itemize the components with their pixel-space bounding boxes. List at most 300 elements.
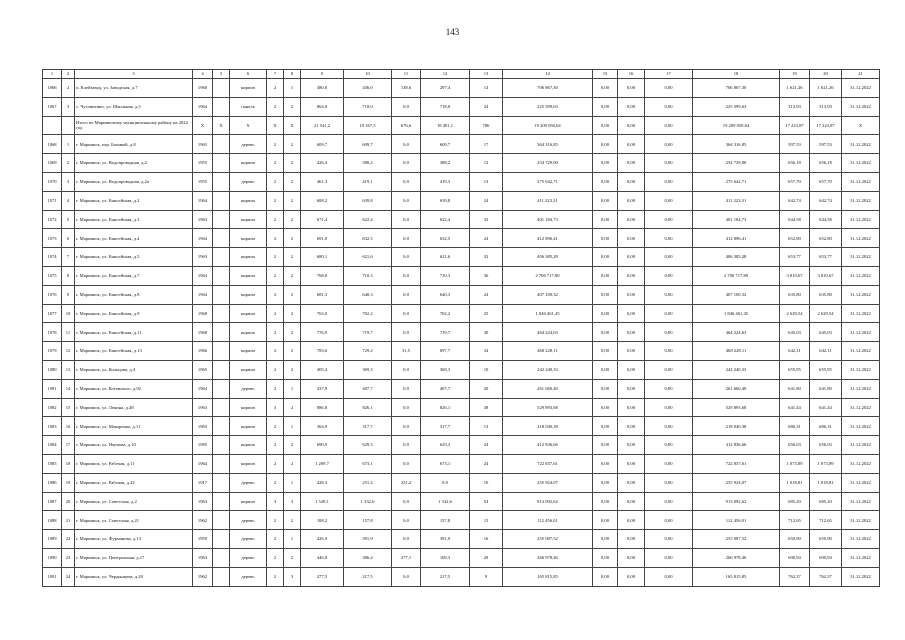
table-cell: 138,6 <box>392 79 421 98</box>
table-cell: 632,5 <box>421 229 470 248</box>
table-cell: 635,80 <box>780 285 810 304</box>
table-cell: 2 <box>267 97 284 116</box>
table-cell <box>213 492 230 511</box>
table-cell: 31.12.2022 <box>842 511 880 530</box>
table-cell: 621,6 <box>344 248 392 267</box>
table-cell: 33 <box>470 210 503 229</box>
table-cell: 31.12.2022 <box>842 210 880 229</box>
table-cell: кирпич <box>230 304 267 323</box>
table-cell <box>213 172 230 191</box>
table-cell: 0,0 <box>392 417 421 436</box>
table-cell: 1073 <box>43 229 62 248</box>
table-cell: 1067 <box>43 97 62 116</box>
table-cell: 2 <box>284 304 301 323</box>
table-cell: 3 810,67 <box>810 266 842 285</box>
table-cell: 30 <box>470 323 503 342</box>
table-row <box>43 436 880 455</box>
table-cell <box>213 191 230 210</box>
table-cell: 710,3 <box>421 266 470 285</box>
table-cell: 0,0 <box>392 154 421 173</box>
column-header: 11 <box>392 70 421 79</box>
address-cell: г. Мариинск, ул. Енисейская, д.8 <box>75 285 193 304</box>
table-cell: 1963 <box>193 417 213 436</box>
table-cell: 364 316,85 <box>693 135 780 154</box>
table-cell: 0,0 <box>392 135 421 154</box>
table-cell: 2 <box>267 530 284 549</box>
table-cell: 0,00 <box>645 473 693 492</box>
table-cell: 9 <box>470 567 503 586</box>
table-cell: 0,00 <box>645 135 693 154</box>
table-cell: 0,00 <box>593 97 618 116</box>
table-cell: 0,00 <box>645 417 693 436</box>
table-cell: 1 621,26 <box>810 79 842 98</box>
table-cell: 31.12.2022 <box>842 172 880 191</box>
table-cell: 0,00 <box>618 530 645 549</box>
table-cell: 0,00 <box>618 210 645 229</box>
table-cell: 1 <box>62 135 75 154</box>
table-cell: 1088 <box>43 511 62 530</box>
table-cell: 461,3 <box>301 172 344 191</box>
table-cell: 2 <box>267 454 284 473</box>
table-cell: 0,0 <box>392 379 421 398</box>
table-cell: 0,00 <box>593 398 618 417</box>
table-cell: дерево <box>230 473 267 492</box>
table-cell <box>43 116 62 135</box>
table-cell: 0,00 <box>618 567 645 586</box>
table-cell: 0,00 <box>645 530 693 549</box>
column-header: 10 <box>344 70 392 79</box>
address-cell: г. Мариинск, ул. Водопроводная, д.2 <box>75 154 193 173</box>
table-cell: 1968 <box>193 323 213 342</box>
table-cell: 225 399,63 <box>503 97 593 116</box>
table-cell: 0,00 <box>645 492 693 511</box>
table-cell: 10 <box>62 304 75 323</box>
table-cell: 1964 <box>193 379 213 398</box>
table-cell: 31.12.2022 <box>842 398 880 417</box>
table-cell: 1 846 461,45 <box>693 304 780 323</box>
table-cell: 412 896,41 <box>693 229 780 248</box>
table-cell: 369,3 <box>421 360 470 379</box>
table-cell: 671,4 <box>301 210 344 229</box>
table-cell: 255 924,07 <box>693 473 780 492</box>
table-cell: 0,00 <box>645 454 693 473</box>
table-cell: 676,6 <box>392 116 421 135</box>
table-cell: 0,00 <box>645 266 693 285</box>
table-cell: 776,9 <box>301 323 344 342</box>
table-cell: 0,00 <box>618 285 645 304</box>
table-cell: 0,00 <box>593 266 618 285</box>
table-cell: 2 <box>284 191 301 210</box>
table-cell: 31.12.2022 <box>842 417 880 436</box>
table-cell: 1084 <box>43 436 62 455</box>
table-cell: 31.12.2022 <box>842 567 880 586</box>
table-cell: 464 224,63 <box>693 323 780 342</box>
table-cell: 639,8 <box>421 191 470 210</box>
table-cell: 644,58 <box>780 210 810 229</box>
table-cell: 2 <box>267 304 284 323</box>
table-cell: 31.12.2022 <box>842 304 880 323</box>
table-row <box>43 172 880 191</box>
column-header: 17 <box>645 70 693 79</box>
table-cell: 2 <box>284 548 301 567</box>
table-cell: 688,2 <box>301 191 344 210</box>
table-row <box>43 97 880 116</box>
table-cell: 31.12.2022 <box>842 548 880 567</box>
table-cell: 419,3 <box>421 172 470 191</box>
table-cell: кирпич <box>230 323 267 342</box>
table-cell: 407 100,32 <box>503 285 593 304</box>
table-cell: 1962 <box>193 511 213 530</box>
table-cell: 763,0 <box>301 304 344 323</box>
table-cell: 1068 <box>43 135 62 154</box>
table-cell: 0,00 <box>618 436 645 455</box>
table-cell <box>213 567 230 586</box>
table-cell: 1 073,89 <box>780 454 810 473</box>
table-cell: X <box>193 116 213 135</box>
table-cell: 2 <box>267 323 284 342</box>
table-cell: 0,0 <box>392 398 421 417</box>
table-cell: 1080 <box>43 360 62 379</box>
table-cell: 0,00 <box>593 135 618 154</box>
table-cell: 1963 <box>193 248 213 267</box>
table-cell: 31.12.2022 <box>842 323 880 342</box>
table-cell: 0,0 <box>421 473 470 492</box>
table-cell: 0,00 <box>645 172 693 191</box>
table-cell: 1066 <box>43 79 62 98</box>
table-row <box>43 398 880 417</box>
table-cell: 0,00 <box>593 548 618 567</box>
table-cell: 1917 <box>193 473 213 492</box>
table-row <box>43 323 880 342</box>
table-cell <box>213 323 230 342</box>
table-cell: 656,18 <box>780 154 810 173</box>
table-cell: панель <box>230 97 267 116</box>
address-cell: г. Мариинск, пер. Базовый, д.8 <box>75 135 193 154</box>
housing-table <box>42 69 880 587</box>
table-cell: 0,00 <box>645 360 693 379</box>
table-cell <box>213 360 230 379</box>
table-cell: 786 <box>470 116 503 135</box>
table-cell: 14 <box>470 79 503 98</box>
table-cell: 446,8 <box>301 548 344 567</box>
table-cell: 1964 <box>193 454 213 473</box>
column-header: 8 <box>284 70 301 79</box>
table-cell: 313,93 <box>780 97 810 116</box>
table-cell: 2 <box>284 323 301 342</box>
table-cell: 0,00 <box>593 511 618 530</box>
table-cell: 2 <box>284 360 301 379</box>
table-cell: 38 <box>470 398 503 417</box>
table-cell <box>213 379 230 398</box>
table-cell: 632,5 <box>344 229 392 248</box>
table-cell: 0,00 <box>618 548 645 567</box>
table-cell: 31.12.2022 <box>842 248 880 267</box>
table-cell: 1 <box>284 473 301 492</box>
table-cell: 401 184,73 <box>503 210 593 229</box>
table-cell: 645,03 <box>780 323 810 342</box>
table-cell: 1 <box>284 79 301 98</box>
table-cell: 391,9 <box>421 530 470 549</box>
table-cell: 0,00 <box>593 285 618 304</box>
table-cell: 0,00 <box>593 210 618 229</box>
table-cell: 0,00 <box>593 154 618 173</box>
address-cell: г. Мариинск, ул. Чердынцева, д.20 <box>75 567 193 586</box>
table-cell: 642,74 <box>780 191 810 210</box>
table-row <box>43 417 880 436</box>
table-cell: 13 <box>62 360 75 379</box>
table-cell: 1 073,89 <box>810 454 842 473</box>
table-cell: 0,00 <box>593 342 618 361</box>
table-cell: 255 924,07 <box>503 473 593 492</box>
table-cell: 1 621,26 <box>780 79 810 98</box>
address-cell: г. Мариинск, ул. Енисейская, д.11 <box>75 323 193 342</box>
table-cell: 2 <box>284 285 301 304</box>
table-cell: 1091 <box>43 567 62 586</box>
table-cell: 1076 <box>43 285 62 304</box>
table-cell: 251,2 <box>344 473 392 492</box>
table-cell: 31.12.2022 <box>842 191 880 210</box>
table-cell: 266 978,46 <box>503 548 593 567</box>
address-cell: г. Мариинск, ул. Ленина, д.48 <box>75 398 193 417</box>
table-cell: кирпич <box>230 266 267 285</box>
table-cell: 0,0 <box>392 248 421 267</box>
address-cell: г. Мариинск, ул. Котовского, д.92 <box>75 379 193 398</box>
table-cell: 0,00 <box>618 248 645 267</box>
table-cell: кирпич <box>230 229 267 248</box>
address-cell: г. Мариинск, ул. Енисейская, д.5 <box>75 248 193 267</box>
table-cell: 1 332,6 <box>421 492 470 511</box>
table-cell: 10 <box>470 473 503 492</box>
table-cell: дерево <box>230 530 267 549</box>
table-cell: 17 <box>62 436 75 455</box>
table-row <box>43 530 880 549</box>
table-row <box>43 191 880 210</box>
table-cell: 2 <box>62 79 75 98</box>
column-header: 12 <box>421 70 470 79</box>
table-cell: 0,0 <box>392 360 421 379</box>
table-cell <box>213 266 230 285</box>
table-cell: 685,20 <box>780 492 810 511</box>
address-cell: г. Мариинск, ул. Енисейская, д.4 <box>75 229 193 248</box>
table-cell: 0,00 <box>593 530 618 549</box>
column-header: 16 <box>618 70 645 79</box>
table-cell: 1081 <box>43 379 62 398</box>
table-cell: 0,00 <box>645 511 693 530</box>
table-cell: 2 <box>284 135 301 154</box>
table-cell: 653,77 <box>810 248 842 267</box>
table-cell: 650,90 <box>810 530 842 549</box>
table-cell: 652,80 <box>780 229 810 248</box>
table-cell: 2 <box>284 210 301 229</box>
table-cell: 0,00 <box>645 79 693 98</box>
table-cell: дерево <box>230 172 267 191</box>
table-cell: 34 <box>470 342 503 361</box>
table-cell: 412 896,41 <box>503 229 593 248</box>
table-cell: 317,7 <box>344 417 392 436</box>
table-cell: 15 <box>62 398 75 417</box>
table-cell: 0,00 <box>593 379 618 398</box>
table-cell: 261 660,40 <box>503 379 593 398</box>
table-cell: 3 810,67 <box>780 266 810 285</box>
table-cell: 0,00 <box>645 342 693 361</box>
table-cell: 0,0 <box>392 172 421 191</box>
table-cell: 1 846 461,45 <box>503 304 593 323</box>
table-cell <box>213 304 230 323</box>
table-cell: 702,2 <box>421 304 470 323</box>
table-cell: 464 224,63 <box>503 323 593 342</box>
table-cell: 2 <box>284 454 301 473</box>
table-cell: 254 729,00 <box>693 154 780 173</box>
table-cell: 0,0 <box>392 285 421 304</box>
table-cell: 0,00 <box>618 360 645 379</box>
table-cell: 2 <box>284 436 301 455</box>
table-cell: 0,00 <box>618 398 645 417</box>
table-cell <box>213 135 230 154</box>
table-cell: 1964 <box>193 97 213 116</box>
table-cell: 31.12.2022 <box>842 285 880 304</box>
table-cell: 23 <box>62 548 75 567</box>
table-cell: 2 629,54 <box>810 304 842 323</box>
table-cell: 0,00 <box>645 229 693 248</box>
table-cell: 0,00 <box>618 492 645 511</box>
table-row <box>43 210 880 229</box>
address-cell: г. Мариинск, ул. Центральная, д.17 <box>75 548 193 567</box>
table-cell: 31.12.2022 <box>842 379 880 398</box>
table-cell: 31.12.2022 <box>842 454 880 473</box>
table-cell: 0,00 <box>618 172 645 191</box>
table-cell: 0,00 <box>593 436 618 455</box>
table-cell <box>213 342 230 361</box>
table-cell: X <box>284 116 301 135</box>
table-cell: 411 223,31 <box>503 191 593 210</box>
table-cell: кирпич <box>230 248 267 267</box>
table-cell: 277,5 <box>301 567 344 586</box>
table-cell: 277,1 <box>392 548 421 567</box>
table-cell: 622,4 <box>421 210 470 229</box>
table-cell <box>213 511 230 530</box>
table-cell: 1962 <box>193 567 213 586</box>
table-cell: 2 <box>267 172 284 191</box>
table-cell: 225 399,63 <box>693 97 780 116</box>
table-cell: 0,00 <box>618 97 645 116</box>
table-cell: 0,0 <box>392 567 421 586</box>
table-cell: 3 <box>62 97 75 116</box>
table-cell <box>213 398 230 417</box>
table-cell: 2 706 717,80 <box>693 266 780 285</box>
table-cell: 2 <box>267 379 284 398</box>
table-cell: 24 <box>470 97 503 116</box>
table-cell: 31.12.2022 <box>842 266 880 285</box>
table-cell: 657,70 <box>780 172 810 191</box>
address-cell: г. Мариинск, ул. Советская, д.2 <box>75 492 193 511</box>
table-cell: 0,00 <box>645 548 693 567</box>
table-cell: 1082 <box>43 398 62 417</box>
table-cell: 0,00 <box>618 511 645 530</box>
table-cell: 710,3 <box>344 266 392 285</box>
table-cell: 1077 <box>43 304 62 323</box>
table-cell <box>213 548 230 567</box>
table-cell: 2 <box>267 511 284 530</box>
table-cell: 0,00 <box>618 191 645 210</box>
table-cell: 386,4 <box>344 548 392 567</box>
table-cell: 2 706 717,80 <box>503 266 593 285</box>
table-cell: 0,00 <box>618 323 645 342</box>
table-cell: 722 837,61 <box>693 454 780 473</box>
address-cell: г. Мариинск, ул. Енисейская, д.7 <box>75 266 193 285</box>
table-cell: 1083 <box>43 417 62 436</box>
table-cell: 0,00 <box>645 304 693 323</box>
table-cell: 762,37 <box>810 567 842 586</box>
table-cell: 635,80 <box>810 285 842 304</box>
table-cell: 1 <box>284 417 301 436</box>
table-cell: 1964 <box>193 229 213 248</box>
table-cell: 31.12.2022 <box>842 530 880 549</box>
table-cell: 109,3 <box>421 548 470 567</box>
table-cell: 706 867,30 <box>503 79 593 98</box>
table-cell: 1955 <box>193 154 213 173</box>
table-cell <box>213 436 230 455</box>
table-cell: кирпич <box>230 360 267 379</box>
table-row <box>43 79 880 98</box>
table-cell: 0,00 <box>618 266 645 285</box>
table-cell: 1963 <box>193 210 213 229</box>
table-cell: 17 223,87 <box>810 116 842 135</box>
table-cell: 428,3 <box>301 473 344 492</box>
table-cell: 419,1 <box>344 172 392 191</box>
table-cell <box>213 530 230 549</box>
table-cell: 11 <box>62 323 75 342</box>
table-cell: 31.12.2022 <box>842 154 880 173</box>
address-cell: г. Мариинск, ул. Советская, д.21 <box>75 511 193 530</box>
table-cell: 1985 <box>193 436 213 455</box>
table-cell: 1966 <box>193 342 213 361</box>
table-cell: 24 <box>62 567 75 586</box>
table-cell: 864,0 <box>301 97 344 116</box>
table-cell: 9 <box>62 285 75 304</box>
table-cell <box>213 473 230 492</box>
table-cell: 2 <box>284 511 301 530</box>
table-cell: 1085 <box>43 454 62 473</box>
table-cell: 31.12.2022 <box>842 360 880 379</box>
table-cell: 0,00 <box>645 248 693 267</box>
table-cell: дерево <box>230 379 267 398</box>
table-cell: 411 223,31 <box>693 191 780 210</box>
table-cell: 0,00 <box>645 567 693 586</box>
table-cell: 642,11 <box>810 342 842 361</box>
table-cell: 406 385,28 <box>693 248 780 267</box>
column-header: 15 <box>593 70 618 79</box>
address-cell: г. Мариинск, ул. Рабочая, д.22 <box>75 473 193 492</box>
table-cell: 686,31 <box>780 417 810 436</box>
table-row <box>43 304 880 323</box>
table-cell: 2 <box>284 398 301 417</box>
table-cell: 18 <box>62 454 75 473</box>
table-cell: 2 <box>267 436 284 455</box>
table-cell: 29 <box>470 548 503 567</box>
table-cell: 1087 <box>43 492 62 511</box>
table-cell: 313,93 <box>810 97 842 116</box>
table-cell: кирпич <box>230 454 267 473</box>
table-row <box>43 492 880 511</box>
table-cell: 2 <box>267 135 284 154</box>
table-cell: 1090 <box>43 548 62 567</box>
table-cell: 2 <box>267 285 284 304</box>
table-cell: 653,77 <box>780 248 810 267</box>
column-header: 4 <box>193 70 213 79</box>
column-header: 14 <box>503 70 593 79</box>
table-cell: 1079 <box>43 342 62 361</box>
table-cell: 691,0 <box>301 229 344 248</box>
